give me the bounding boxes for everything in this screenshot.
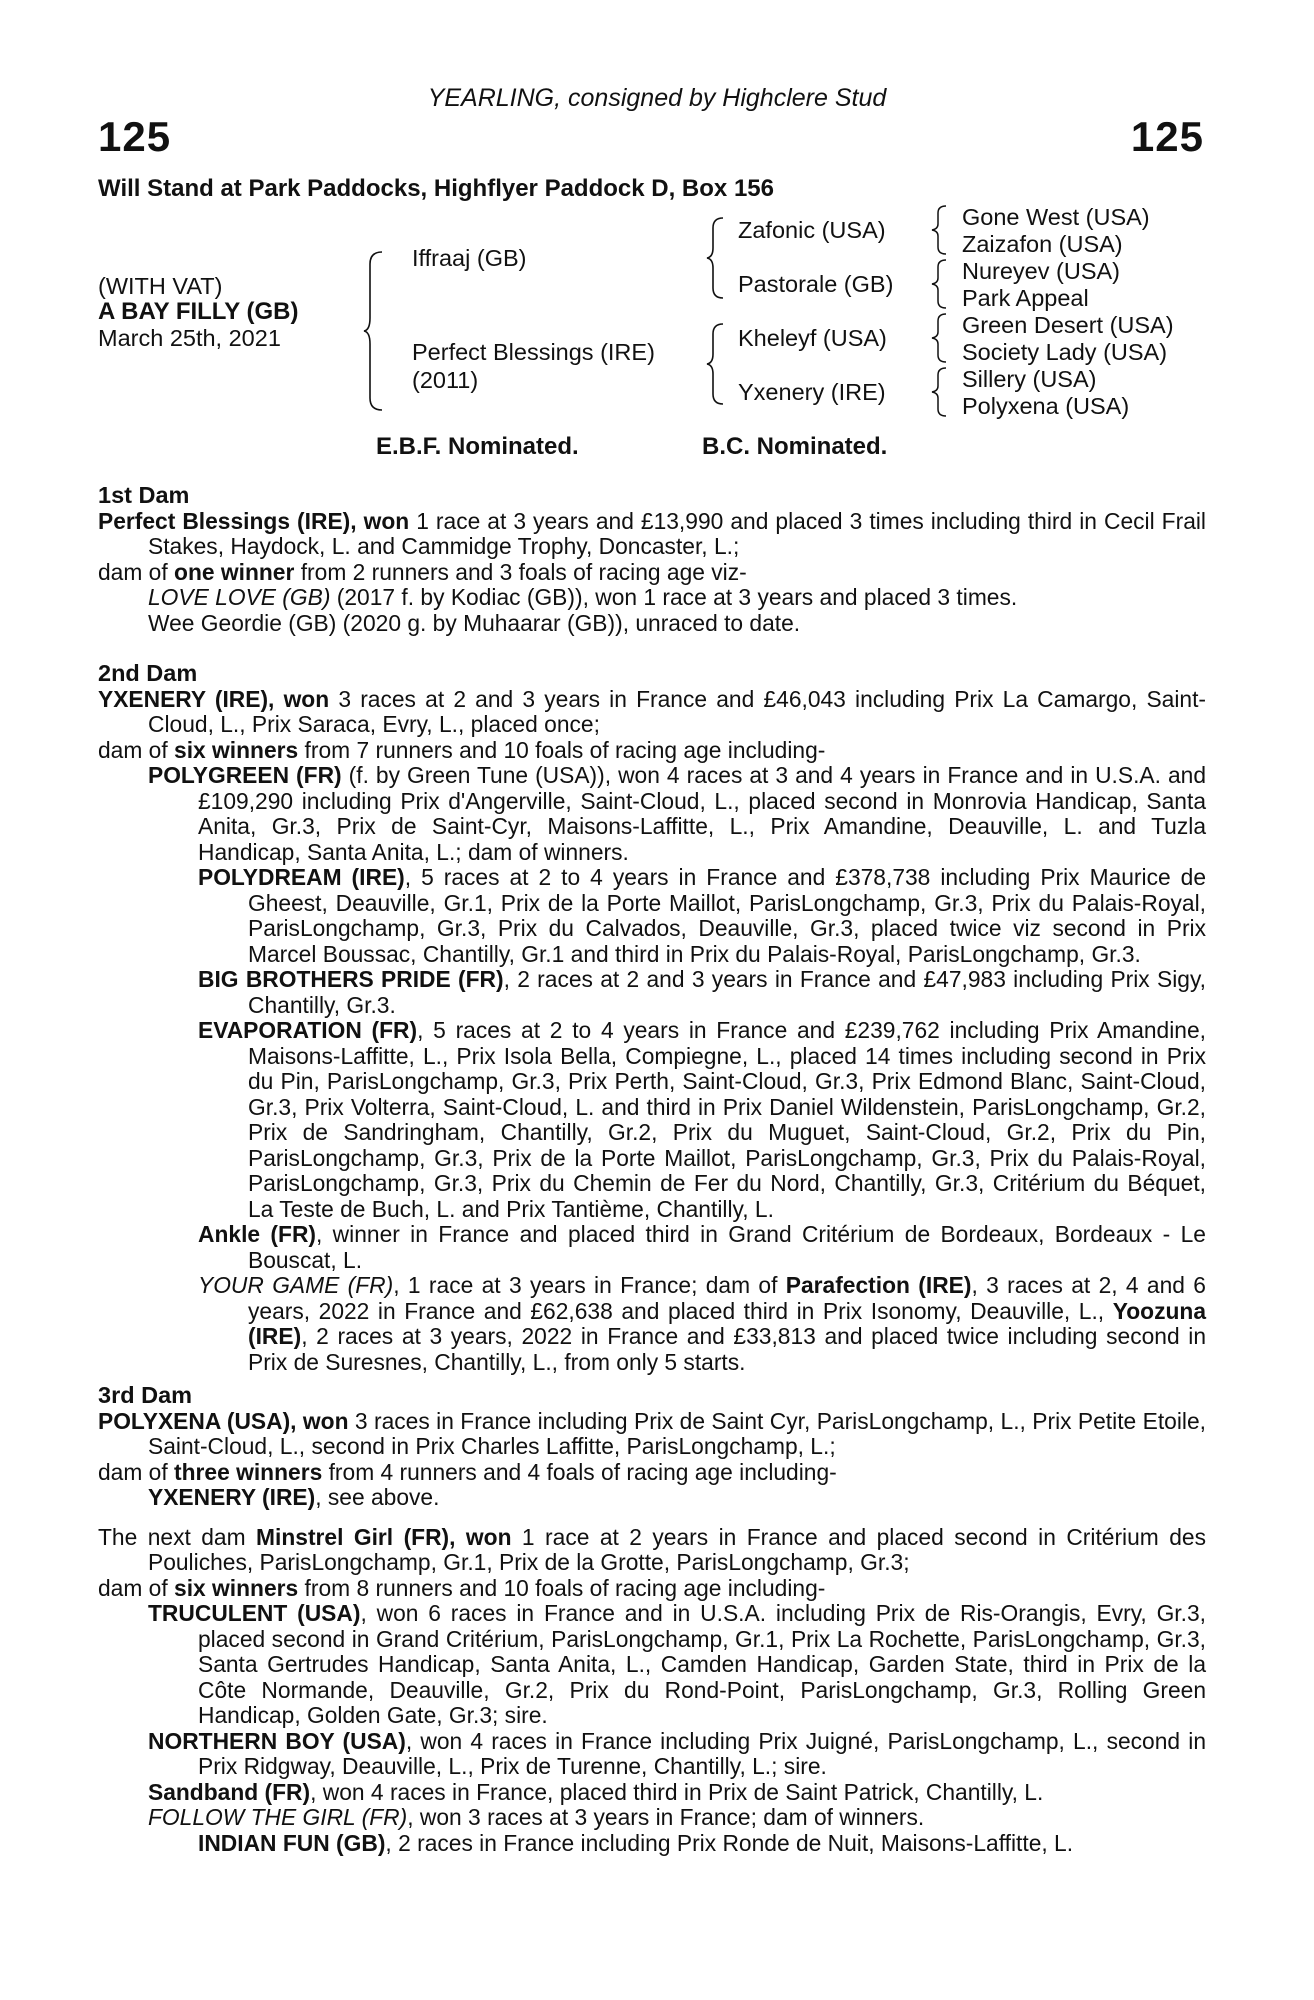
offspring-name: LOVE LOVE (GB) bbox=[148, 584, 331, 610]
next-dam-produce bbox=[98, 1576, 1206, 1602]
lot-number-left: 125 bbox=[98, 113, 172, 160]
offspring-text: , 5 races at 2 to 4 years in France and £378,738 including Prix Maurice de Gheest, Deauville, Gr.1, Prix de la Porte Maillot, ParisLongchamp, Gr.3, Prix du Palais-Royal, ParisLongchamp, Gr.3, Prix du Calvados, Deauville, Gr.3, placed twice viz second in Prix Marcel Boussac, Chantilly, Gr.1 and third in Prix du Palais-Royal, ParisLongchamp, Gr.3. bbox=[248, 864, 1206, 967]
third-dam-heading: 3rd Dam bbox=[98, 1382, 193, 1408]
dam-line-section bbox=[98, 483, 1206, 1856]
offspring-yoozuna: Yoozuna (IRE) bbox=[248, 1297, 1206, 1349]
third-dam-paragraph bbox=[98, 1409, 1206, 1460]
granddam-3: Nureyev (USA) bbox=[962, 258, 1121, 284]
first-dam-winners: one winner bbox=[174, 558, 295, 585]
first-dam-text: 1 race at 3 years and £13,990 and placed 3 times including third in Cecil Frail Stakes, Haydock, L. and Cammidge Trophy, Doncaster, L.; bbox=[148, 507, 1207, 559]
second-dam-paragraph bbox=[98, 687, 1206, 738]
next-dam-runners: from 8 runners and 10 foals of racing age including- bbox=[298, 1574, 826, 1601]
first-dam-paragraph bbox=[98, 509, 1206, 560]
second-dam-text: 3 races at 2 and 3 years in France and £46,043 including Prix La Camargo, Saint-Cloud, L., Prix Saraca, Evry, L., placed once; bbox=[148, 685, 1207, 737]
offspring-text: , see above. bbox=[315, 1484, 440, 1510]
second-dam-name: YXENERY (IRE), won bbox=[98, 685, 330, 712]
sire-sire: Zafonic (USA) bbox=[738, 217, 886, 243]
offspring-follow-the-girl bbox=[98, 1805, 1206, 1831]
pedigree-brace-main bbox=[362, 250, 386, 412]
granddam-7: Sillery (USA) bbox=[962, 366, 1097, 392]
brace-g3 bbox=[930, 312, 950, 364]
offspring-name: POLYDREAM (IRE) bbox=[198, 864, 405, 890]
lot-number-right: 125 bbox=[1130, 113, 1204, 160]
offspring-name: Sandband (FR) bbox=[148, 1778, 311, 1805]
offspring-text: , won 4 races in France, placed third in Prix de Saint Patrick, Chantilly, L. bbox=[310, 1778, 1044, 1805]
offspring-text: (f. by Green Tune (USA)), won 4 races at 3 and 4 years in France and in U.S.A. and £109,290 including Prix d'Angerville, Saint-Cloud, L., placed second in Monrovia Handicap, Santa Anita, Gr.3, Prix de Saint-Cyr, Maisons-Laffitte, L., Prix Amandine, Deauville, L. and Tuzla Handicap, Santa Anita, L.; dam of winners. bbox=[198, 762, 1207, 865]
dam-sire: Kheleyf (USA) bbox=[738, 325, 887, 351]
offspring-text: , 2 races at 3 years, 2022 in France and £33,813 and placed twice including second in Prix de Suresnes, Chantilly, L., from only 5 starts. bbox=[248, 1323, 1206, 1375]
offspring-name: TRUCULENT (USA) bbox=[148, 1600, 361, 1626]
offspring-sandband bbox=[98, 1780, 1206, 1806]
offspring-name: NORTHERN BOY (USA) bbox=[148, 1727, 406, 1754]
offspring-text: , 2 races in France including Prix Ronde de Nuit, Maisons-Laffitte, L. bbox=[385, 1829, 1074, 1856]
vat-label: (WITH VAT) bbox=[98, 273, 223, 299]
consignor-line: YEARLING, consigned by Highclere Stud bbox=[427, 84, 887, 112]
third-dam-runners: from 4 runners and 4 foals of racing age including- bbox=[322, 1458, 837, 1485]
offspring-big-brothers-pride bbox=[98, 967, 1206, 1018]
offspring-text: , 1 race at 3 years in France; dam of bbox=[393, 1272, 786, 1298]
first-dam-heading: 1st Dam bbox=[98, 482, 190, 508]
granddam-2: Zaizafon (USA) bbox=[962, 231, 1123, 257]
offspring-text: , 2 races at 2 and 3 years in France and £47,983 including Prix Sigy, Chantilly, Gr.3. bbox=[248, 966, 1206, 1018]
offspring-name: YXENERY (IRE) bbox=[148, 1484, 316, 1510]
second-dam-produce bbox=[98, 738, 1206, 764]
granddam-5: Green Desert (USA) bbox=[962, 312, 1174, 338]
sire: Iffraaj (GB) bbox=[412, 245, 527, 271]
first-dam-damof: dam of bbox=[98, 558, 175, 585]
offspring-indian-fun bbox=[98, 1831, 1206, 1857]
bc-nomination: B.C. Nominated. bbox=[702, 433, 888, 460]
offspring-text: , 5 races at 2 to 4 years in France and £239,762 including Prix Amandine, Maisons-Laffitte, L., Prix Isola Bella, Compiegne, L., placed 14 times including second in Prix du Pin, ParisLongchamp, Gr.3, Prix Perth, Saint-Cloud, Gr.3, Prix Edmond Blanc, Saint-Cloud, Gr.3, Prix Volterra, Saint-Cloud, L. and third in Prix Daniel Wildenstein, ParisLongchamp, Gr.2, Prix de Sandringham, Chantilly, Gr.2, Prix du Muguet, Saint-Cloud, Gr.2, Prix du Pin, ParisLongchamp, Gr.3, Prix de la Porte Maillot, ParisLongchamp, Gr.3, Prix du Palais-Royal, ParisLongchamp, Gr.3, Prix du Chemin de Fer du Nord, Chantilly, Gr.3, Critérium du Béquet, La Teste de Buch, L. and Prix Tantième, Chantilly, L. bbox=[248, 1017, 1206, 1222]
brace-g4 bbox=[930, 366, 950, 418]
granddam-8: Polyxena (USA) bbox=[962, 393, 1130, 419]
second-dam-runners: from 7 runners and 10 foals of racing age including- bbox=[298, 736, 826, 763]
third-dam-name: POLYXENA (USA), won bbox=[98, 1407, 349, 1434]
offspring-name: INDIAN FUN (GB) bbox=[198, 1829, 386, 1856]
next-dam-lead: The next dam bbox=[98, 1523, 257, 1550]
first-dam-produce bbox=[98, 560, 1206, 586]
brace-g1 bbox=[930, 204, 950, 256]
pedigree-brace-sire bbox=[705, 216, 727, 300]
next-dam-paragraph bbox=[98, 1525, 1206, 1576]
ebf-nomination: E.B.F. Nominated. bbox=[376, 433, 579, 460]
offspring-text: , won 6 races in France and in U.S.A. including Prix de Ris-Orangis, Evry, Gr.3, placed second in Grand Critérium, ParisLongchamp, Gr.1, Prix La Rochette, ParisLongchamp, Gr.3, Santa Gertrudes Handicap, Santa Anita, L., Camden Handicap, Garden State, third in Prix de la Côte Normande, Deauville, Gr.2, Prix du Rond-Point, ParisLongchamp, Gr.3, Rolling Green Handicap, Golden Gate, Gr.3; sire. bbox=[198, 1600, 1206, 1728]
offspring-text: , winner in France and placed third in Grand Critérium de Bordeaux, Bordeaux - Le Bouscat, L. bbox=[248, 1221, 1206, 1273]
third-dam-produce bbox=[98, 1460, 1206, 1486]
offspring-name: EVAPORATION (FR) bbox=[198, 1017, 418, 1043]
offspring-name: FOLLOW THE GIRL (FR) bbox=[148, 1804, 408, 1830]
offspring-text: (2017 f. by Kodiac (GB)), won 1 race at 3 years and placed 3 times. bbox=[330, 584, 1018, 610]
second-dam-damof: dam of bbox=[98, 736, 175, 763]
granddam-4: Park Appeal bbox=[962, 285, 1089, 311]
granddam-6: Society Lady (USA) bbox=[962, 339, 1168, 365]
sire-dam: Pastorale (GB) bbox=[738, 271, 894, 297]
granddam-1: Gone West (USA) bbox=[962, 204, 1150, 230]
first-dam-runners: from 2 runners and 3 foals of racing age viz- bbox=[294, 558, 747, 585]
offspring-evaporation bbox=[98, 1018, 1206, 1222]
offspring-truculent bbox=[98, 1601, 1206, 1729]
next-dam-damof: dam of bbox=[98, 1574, 175, 1601]
offspring-your-game bbox=[98, 1273, 1206, 1375]
second-dam-winners: six winners bbox=[174, 736, 299, 763]
next-dam-name: Minstrel Girl (FR), won bbox=[256, 1523, 512, 1550]
stand-location: Will Stand at Park Paddocks, Highflyer Paddock D, Box 156 bbox=[98, 175, 774, 202]
third-dam-damof: dam of bbox=[98, 1458, 175, 1485]
second-dam-heading: 2nd Dam bbox=[98, 660, 198, 686]
offspring-name: BIG BROTHERS PRIDE (FR) bbox=[198, 966, 504, 992]
offspring-wee-geordie: Wee Geordie (GB) (2020 g. by Muhaarar (GB)), unraced to date. bbox=[148, 609, 801, 636]
offspring-ankle bbox=[98, 1222, 1206, 1273]
dam: Perfect Blessings (IRE) bbox=[412, 339, 655, 365]
offspring-name: POLYGREEN (FR) bbox=[148, 762, 342, 788]
offspring-yxenery bbox=[98, 1485, 1206, 1511]
horse-name: A BAY FILLY (GB) bbox=[98, 298, 299, 325]
dam-dam: Yxenery (IRE) bbox=[738, 379, 886, 405]
next-dam-winners: six winners bbox=[174, 1574, 299, 1601]
brace-g2 bbox=[930, 258, 950, 310]
foaling-date: March 25th, 2021 bbox=[98, 325, 281, 351]
third-dam-text: 3 races in France including Prix de Saint Cyr, ParisLongchamp, L., Prix Petite Etoile, Saint-Cloud, L., second in Prix Charles Laffitte, ParisLongchamp, L.; bbox=[148, 1407, 1206, 1459]
offspring-parafection: Parafection (IRE) bbox=[785, 1272, 972, 1298]
offspring-name: Ankle (FR) bbox=[198, 1221, 316, 1247]
offspring-polydream bbox=[98, 865, 1206, 967]
offspring-text: , 3 races at 2, 4 and 6 years, 2022 in France and £62,638 and placed third in Prix Isonomy, Deauville, L., bbox=[248, 1272, 1206, 1324]
next-dam-text: 1 race at 2 years in France and placed second in Critérium des Pouliches, ParisLongchamp, Gr.1, Prix de la Grotte, ParisLongchamp, Gr.3; bbox=[148, 1523, 1206, 1575]
offspring-love-love bbox=[98, 585, 1206, 611]
pedigree-brace-dam bbox=[705, 322, 727, 406]
third-dam-winners: three winners bbox=[174, 1458, 323, 1485]
offspring-northern-boy bbox=[98, 1729, 1206, 1780]
offspring-name: YOUR GAME (FR) bbox=[198, 1272, 394, 1298]
offspring-text: , won 4 races in France including Prix Juigné, ParisLongchamp, L., second in Prix Ridgway, Deauville, L., Prix de Turenne, Chantilly, L.; sire. bbox=[198, 1727, 1206, 1779]
dam-year: (2011) bbox=[412, 367, 479, 393]
offspring-polygreen bbox=[98, 763, 1206, 865]
first-dam-name: Perfect Blessings (IRE), won bbox=[98, 507, 410, 534]
offspring-text: , won 3 races at 3 years in France; dam of winners. bbox=[407, 1804, 925, 1830]
